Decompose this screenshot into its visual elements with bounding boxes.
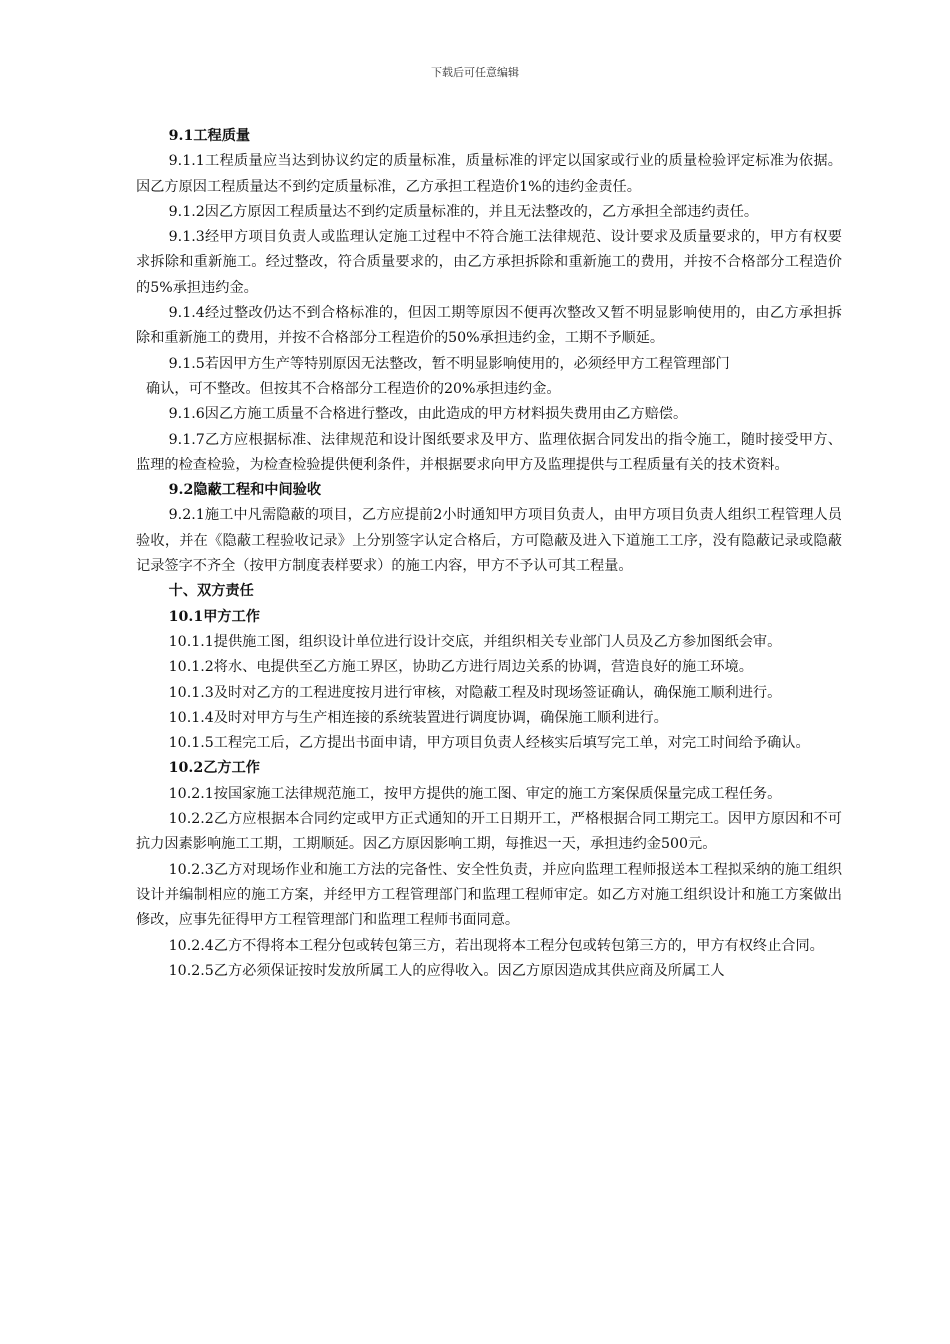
clause-paragraph bbox=[136, 352, 842, 403]
clause-paragraph: 9.1.6因乙方施工质量不合格进行整改，由此造成的甲方材料损失费用由乙方赔偿。 bbox=[168, 406, 688, 423]
clause-paragraph: 10.1.4及时对甲方与生产相连接的系统装置进行调度协调，确保施工顺利进行。 bbox=[168, 709, 668, 726]
clause-paragraph: 10.1.5工程完工后，乙方提出书面申请，甲方项目负责人经核实后填写完工单，对完工时间给予确认。 bbox=[168, 735, 810, 752]
clause-text-continuation: 确认，可不整改。但按其不合格部分工程造价的20%承担违约金。 bbox=[146, 380, 561, 397]
clause-paragraph: 10.2.3乙方对现场作业和施工方法的完备性、安全性负责，并应向监理工程师报送本工程拟采纳的施工组织设计并编制相应的施工方案，并经甲方工程管理部门和监理工程师审定。如乙方对施工组织设计和施工方案做出修改，应事先征得甲方工程管理部门和监理工程师书面同意。 bbox=[136, 861, 842, 929]
clause-paragraph: 10.2.2乙方应根据本合同约定或甲方正式通知的开工日期开工，严格根据合同工期完工。因甲方原因和不可抗力因素影响施工工期，工期顺延。因乙方原因影响工期，每推迟一天，承担违约金500元。 bbox=[136, 811, 842, 853]
clause-paragraph: 10.1.3及时对乙方的工程进度按月进行审核，对隐蔽工程及时现场签证确认，确保施工顺利进行。 bbox=[168, 684, 782, 701]
clause-paragraph: 9.1.3经甲方项目负责人或监理认定施工过程中不符合施工法律规范、设计要求及质量要求的，甲方有权要求拆除和重新施工。经过整改，符合质量要求的，由乙方承担拆除和重新施工的费用，并按不合格部分工程造价的5%承担违约金。 bbox=[136, 229, 842, 296]
section-heading: 9.2隐蔽工程和中间验收 bbox=[168, 482, 322, 499]
page-header: 下载后可任意编辑 bbox=[431, 66, 519, 79]
clause-text: 9.1.5若因甲方生产等特别原因无法整改，暂不明显影响使用的，必须经甲方工程管理部门 bbox=[168, 355, 730, 372]
clause-paragraph: 10.1.2将水、电提供至乙方施工界区，协助乙方进行周边关系的协调，营造良好的施工环境。 bbox=[168, 659, 753, 676]
clause-paragraph: 9.1.2因乙方原因工程质量达不到约定质量标准的，并且无法整改的，乙方承担全部违约责任。 bbox=[168, 203, 759, 220]
section-heading: 9.1工程质量 bbox=[168, 128, 251, 144]
document-body bbox=[136, 124, 842, 984]
section-heading: 10.1甲方工作 bbox=[168, 608, 260, 625]
clause-paragraph: 10.2.4乙方不得将本工程分包或转包第三方，若出现将本工程分包或转包第三方的，甲方有权终止合同。 bbox=[168, 937, 824, 954]
clause-paragraph: 10.2.1按国家施工法律规范施工，按甲方提供的施工图、审定的施工方案保质保量完成工程任务。 bbox=[168, 785, 782, 802]
clause-paragraph: 9.1.1工程质量应当达到协议约定的质量标准，质量标准的评定以国家或行业的质量检验评定标准为依据。因乙方原因工程质量达不到约定质量标准，乙方承担工程造价1%的违约金责任。 bbox=[136, 153, 842, 195]
section-heading: 10.2乙方工作 bbox=[168, 760, 260, 777]
clause-paragraph: 9.1.4经过整改仍达不到合格标准的，但因工期等原因不便再次整改又暂不明显影响使用的，由乙方承担拆除和重新施工的费用，并按不合格部分工程造价的50%承担违约金，工期不予顺延。 bbox=[136, 305, 842, 347]
clause-paragraph: 9.2.1施工中凡需隐蔽的项目，乙方应提前2小时通知甲方项目负责人，由甲方项目负责人组织工程管理人员验收，并在《隐蔽工程验收记录》上分别签字认定合格后，方可隐蔽及进入下道施工工序，没有隐蔽记录或隐蔽记录签字不齐全（按甲方制度表样要求）的施工内容，甲方不予认可其工程量。 bbox=[136, 507, 842, 575]
clause-paragraph: 10.1.1提供施工图，组织设计单位进行设计交底，并组织相关专业部门人员及乙方参加图纸会审。 bbox=[168, 633, 782, 650]
clause-paragraph: 9.1.7乙方应根据标准、法律规范和设计图纸要求及甲方、监理依据合同发出的指令施工，随时接受甲方、监理的检查检验，为检查检验提供便利条件，并根据要求向甲方及监理提供与工程质量有关的技术资料。 bbox=[136, 431, 842, 473]
clause-paragraph: 10.2.5乙方必须保证按时发放所属工人的应得收入。因乙方原因造成其供应商及所属工人 bbox=[168, 962, 725, 979]
section-heading: 十、双方责任 bbox=[168, 583, 254, 600]
